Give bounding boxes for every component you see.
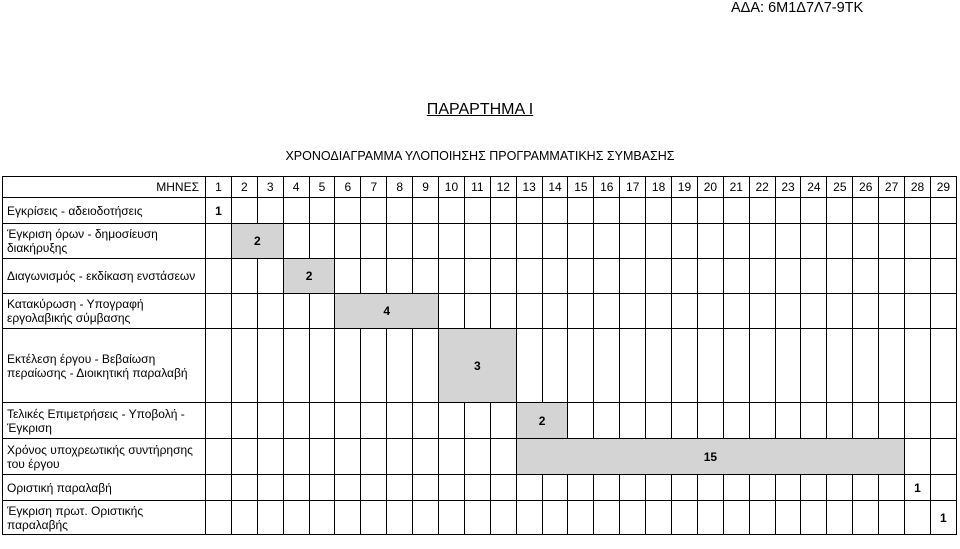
empty-cell [853, 403, 879, 439]
empty-cell [257, 329, 283, 403]
empty-cell [697, 403, 723, 439]
empty-cell [594, 198, 620, 224]
empty-cell [439, 259, 465, 294]
empty-cell [413, 475, 439, 501]
empty-cell [464, 501, 490, 535]
month-number: 15 [568, 177, 594, 198]
month-number: 17 [620, 177, 646, 198]
empty-cell [879, 259, 905, 294]
empty-cell [413, 501, 439, 535]
empty-cell [853, 198, 879, 224]
empty-cell [620, 475, 646, 501]
empty-cell [620, 294, 646, 329]
empty-cell [827, 403, 853, 439]
empty-cell [879, 294, 905, 329]
task-bar: 1 [930, 501, 956, 535]
empty-cell [516, 259, 542, 294]
empty-cell [620, 329, 646, 403]
empty-cell [930, 439, 956, 475]
table-row [3, 294, 957, 329]
empty-cell [257, 259, 283, 294]
task-label: Οριστική παραλαβή [3, 475, 206, 501]
empty-cell [361, 259, 387, 294]
empty-cell [697, 259, 723, 294]
empty-cell [775, 294, 801, 329]
empty-cell [853, 501, 879, 535]
empty-cell [568, 294, 594, 329]
empty-cell [646, 403, 672, 439]
empty-cell [930, 224, 956, 259]
empty-cell [387, 224, 413, 259]
empty-cell [309, 329, 335, 403]
empty-cell [309, 403, 335, 439]
month-number: 10 [439, 177, 465, 198]
empty-cell [620, 501, 646, 535]
empty-cell [646, 329, 672, 403]
empty-cell [413, 198, 439, 224]
empty-cell [387, 501, 413, 535]
empty-cell [516, 501, 542, 535]
empty-cell [231, 475, 257, 501]
empty-cell [801, 475, 827, 501]
month-number: 6 [335, 177, 361, 198]
empty-cell [594, 259, 620, 294]
empty-cell [335, 501, 361, 535]
empty-cell [697, 294, 723, 329]
empty-cell [749, 403, 775, 439]
empty-cell [905, 329, 931, 403]
empty-cell [439, 403, 465, 439]
empty-cell [905, 224, 931, 259]
empty-cell [206, 403, 232, 439]
empty-cell [594, 224, 620, 259]
empty-cell [723, 329, 749, 403]
empty-cell [490, 259, 516, 294]
empty-cell [723, 403, 749, 439]
empty-cell [283, 403, 309, 439]
empty-cell [413, 403, 439, 439]
empty-cell [775, 198, 801, 224]
empty-cell [646, 501, 672, 535]
empty-cell [930, 329, 956, 403]
empty-cell [594, 475, 620, 501]
empty-cell [283, 501, 309, 535]
empty-cell [749, 501, 775, 535]
empty-cell [335, 475, 361, 501]
empty-cell [568, 198, 594, 224]
empty-cell [646, 259, 672, 294]
empty-cell [542, 329, 568, 403]
empty-cell [490, 198, 516, 224]
empty-cell [387, 439, 413, 475]
task-bar: 1 [905, 475, 931, 501]
empty-cell [413, 439, 439, 475]
month-number: 21 [723, 177, 749, 198]
empty-cell [672, 294, 698, 329]
month-number: 12 [490, 177, 516, 198]
task-bar: 1 [206, 198, 232, 224]
empty-cell [516, 294, 542, 329]
empty-cell [930, 475, 956, 501]
empty-cell [283, 198, 309, 224]
empty-cell [542, 259, 568, 294]
empty-cell [697, 198, 723, 224]
empty-cell [464, 294, 490, 329]
empty-cell [594, 403, 620, 439]
empty-cell [464, 475, 490, 501]
empty-cell [257, 198, 283, 224]
empty-cell [879, 224, 905, 259]
empty-cell [672, 501, 698, 535]
table-row [3, 403, 957, 439]
empty-cell [490, 403, 516, 439]
empty-cell [930, 294, 956, 329]
empty-cell [697, 329, 723, 403]
empty-cell [905, 259, 931, 294]
empty-cell [206, 329, 232, 403]
empty-cell [905, 439, 931, 475]
empty-cell [723, 224, 749, 259]
empty-cell [853, 475, 879, 501]
empty-cell [361, 224, 387, 259]
month-number: 9 [413, 177, 439, 198]
task-label: Εκτέλεση έργου - Βεβαίωση περαίωσης - Διοικητική παραλαβή [3, 329, 206, 403]
empty-cell [206, 259, 232, 294]
empty-cell [283, 294, 309, 329]
empty-cell [930, 403, 956, 439]
empty-cell [853, 294, 879, 329]
empty-cell [231, 259, 257, 294]
page-subtitle: ΧΡΟΝΟΔΙΑΓΡΑΜΜΑ ΥΛΟΠΟΙΗΣΗΣ ΠΡΟΓΡΑΜΜΑΤΙΚΗΣ ΣΥΜΒΑΣΗΣ [285, 149, 675, 163]
empty-cell [620, 198, 646, 224]
empty-cell [335, 224, 361, 259]
empty-cell [775, 475, 801, 501]
empty-cell [620, 224, 646, 259]
empty-cell [490, 501, 516, 535]
empty-cell [801, 403, 827, 439]
empty-cell [853, 224, 879, 259]
empty-cell [801, 329, 827, 403]
empty-cell [620, 403, 646, 439]
empty-cell [646, 475, 672, 501]
empty-cell [361, 501, 387, 535]
empty-cell [464, 403, 490, 439]
empty-cell [490, 439, 516, 475]
empty-cell [827, 198, 853, 224]
empty-cell [930, 259, 956, 294]
month-number: 2 [231, 177, 257, 198]
empty-cell [905, 294, 931, 329]
empty-cell [672, 329, 698, 403]
empty-cell [464, 259, 490, 294]
task-label: Εγκρίσεις - αδειοδοτήσεις [3, 198, 206, 224]
task-bar: 15 [516, 439, 904, 475]
empty-cell [361, 403, 387, 439]
empty-cell [283, 439, 309, 475]
empty-cell [568, 329, 594, 403]
empty-cell [723, 198, 749, 224]
empty-cell [206, 475, 232, 501]
empty-cell [672, 403, 698, 439]
empty-cell [361, 329, 387, 403]
empty-cell [257, 501, 283, 535]
task-bar: 2 [231, 224, 283, 259]
empty-cell [413, 329, 439, 403]
empty-cell [827, 259, 853, 294]
task-label: Έγκριση όρων - δημοσίευση διακήρυξης [3, 224, 206, 259]
empty-cell [801, 224, 827, 259]
task-label: Διαγωνισμός - εκδίκαση ενστάσεων [3, 259, 206, 294]
empty-cell [206, 294, 232, 329]
empty-cell [723, 259, 749, 294]
month-number: 20 [697, 177, 723, 198]
empty-cell [516, 224, 542, 259]
empty-cell [646, 224, 672, 259]
empty-cell [257, 439, 283, 475]
empty-cell [801, 294, 827, 329]
empty-cell [387, 329, 413, 403]
empty-cell [827, 501, 853, 535]
empty-cell [387, 259, 413, 294]
empty-cell [516, 329, 542, 403]
empty-cell [464, 439, 490, 475]
empty-cell [568, 403, 594, 439]
empty-cell [490, 475, 516, 501]
month-number: 29 [930, 177, 956, 198]
empty-cell [283, 475, 309, 501]
task-bar: 3 [439, 329, 517, 403]
empty-cell [387, 403, 413, 439]
empty-cell [361, 475, 387, 501]
empty-cell [646, 198, 672, 224]
empty-cell [387, 475, 413, 501]
empty-cell [490, 294, 516, 329]
empty-cell [568, 475, 594, 501]
table-row [3, 329, 957, 403]
empty-cell [439, 294, 465, 329]
task-label: Τελικές Επιμετρήσεις - Υποβολή - Έγκριση [3, 403, 206, 439]
empty-cell [257, 403, 283, 439]
ada-code: ΑΔΑ: 6Μ1Δ7Λ7-9ΤΚ [731, 0, 864, 16]
empty-cell [516, 198, 542, 224]
empty-cell [439, 475, 465, 501]
empty-cell [231, 329, 257, 403]
empty-cell [335, 259, 361, 294]
empty-cell [749, 259, 775, 294]
empty-cell [309, 198, 335, 224]
month-number: 3 [257, 177, 283, 198]
empty-cell [335, 198, 361, 224]
table-row [3, 501, 957, 535]
empty-cell [542, 475, 568, 501]
table-row [3, 475, 957, 501]
empty-cell [206, 439, 232, 475]
empty-cell [827, 475, 853, 501]
empty-cell [309, 439, 335, 475]
task-label: Κατακύρωση - Υπογραφή εργολαβικής σύμβασης [3, 294, 206, 329]
empty-cell [206, 224, 232, 259]
table-row [3, 198, 957, 224]
empty-cell [490, 224, 516, 259]
month-number: 26 [853, 177, 879, 198]
empty-cell [594, 329, 620, 403]
empty-cell [206, 501, 232, 535]
empty-cell [879, 475, 905, 501]
month-number: 22 [749, 177, 775, 198]
empty-cell [723, 294, 749, 329]
empty-cell [697, 224, 723, 259]
empty-cell [439, 501, 465, 535]
empty-cell [879, 329, 905, 403]
empty-cell [309, 224, 335, 259]
task-bar: 2 [516, 403, 568, 439]
empty-cell [439, 224, 465, 259]
empty-cell [853, 329, 879, 403]
empty-cell [413, 259, 439, 294]
empty-cell [879, 198, 905, 224]
empty-cell [672, 224, 698, 259]
empty-cell [335, 439, 361, 475]
empty-cell [594, 294, 620, 329]
empty-cell [775, 501, 801, 535]
empty-cell [775, 259, 801, 294]
month-number: 1 [206, 177, 232, 198]
empty-cell [672, 198, 698, 224]
empty-cell [361, 198, 387, 224]
month-number: 25 [827, 177, 853, 198]
empty-cell [542, 224, 568, 259]
empty-cell [309, 294, 335, 329]
empty-cell [749, 475, 775, 501]
empty-cell [749, 198, 775, 224]
month-number: 8 [387, 177, 413, 198]
month-number: 23 [775, 177, 801, 198]
empty-cell [749, 224, 775, 259]
empty-cell [775, 403, 801, 439]
month-number: 18 [646, 177, 672, 198]
empty-cell [594, 501, 620, 535]
empty-cell [568, 224, 594, 259]
empty-cell [413, 224, 439, 259]
empty-cell [439, 198, 465, 224]
empty-cell [905, 501, 931, 535]
empty-cell [827, 329, 853, 403]
table-row [3, 224, 957, 259]
month-number: 4 [283, 177, 309, 198]
empty-cell [827, 294, 853, 329]
empty-cell [335, 403, 361, 439]
month-number: 28 [905, 177, 931, 198]
task-bar: 2 [283, 259, 335, 294]
month-number: 11 [464, 177, 490, 198]
empty-cell [646, 294, 672, 329]
empty-cell [464, 198, 490, 224]
empty-cell [257, 294, 283, 329]
month-number: 13 [516, 177, 542, 198]
empty-cell [309, 475, 335, 501]
empty-cell [257, 475, 283, 501]
empty-cell [905, 403, 931, 439]
task-label: Έγκριση πρωτ. Οριστικής παραλαβής [3, 501, 206, 535]
empty-cell [283, 224, 309, 259]
empty-cell [335, 329, 361, 403]
empty-cell [568, 259, 594, 294]
empty-cell [697, 501, 723, 535]
empty-cell [387, 198, 413, 224]
empty-cell [231, 198, 257, 224]
empty-cell [672, 475, 698, 501]
empty-cell [439, 439, 465, 475]
task-label: Χρόνος υποχρεωτικής συντήρησης του έργου [3, 439, 206, 475]
page-title: ΠΑΡΑΡΤΗΜΑ Ι [426, 101, 534, 118]
month-number: 14 [542, 177, 568, 198]
empty-cell [231, 403, 257, 439]
empty-cell [801, 501, 827, 535]
empty-cell [620, 259, 646, 294]
empty-cell [542, 501, 568, 535]
month-number: 16 [594, 177, 620, 198]
empty-cell [723, 501, 749, 535]
month-number: 5 [309, 177, 335, 198]
empty-cell [568, 501, 594, 535]
empty-cell [697, 475, 723, 501]
table-row [3, 439, 957, 475]
empty-cell [775, 224, 801, 259]
empty-cell [283, 329, 309, 403]
task-bar: 4 [335, 294, 439, 329]
empty-cell [231, 439, 257, 475]
empty-cell [542, 198, 568, 224]
month-number: 19 [672, 177, 698, 198]
months-label: ΜΗΝΕΣ [3, 177, 206, 198]
month-number: 27 [879, 177, 905, 198]
empty-cell [516, 475, 542, 501]
empty-cell [801, 198, 827, 224]
empty-cell [723, 475, 749, 501]
empty-cell [801, 259, 827, 294]
empty-cell [749, 294, 775, 329]
empty-cell [231, 501, 257, 535]
empty-cell [879, 403, 905, 439]
empty-cell [542, 294, 568, 329]
table-row [3, 259, 957, 294]
empty-cell [905, 198, 931, 224]
empty-cell [930, 198, 956, 224]
gantt-table [2, 176, 957, 535]
empty-cell [231, 294, 257, 329]
empty-cell [464, 224, 490, 259]
empty-cell [775, 329, 801, 403]
empty-cell [749, 329, 775, 403]
empty-cell [361, 439, 387, 475]
empty-cell [827, 224, 853, 259]
months-header-row [3, 177, 957, 198]
month-number: 24 [801, 177, 827, 198]
empty-cell [853, 259, 879, 294]
month-number: 7 [361, 177, 387, 198]
empty-cell [309, 501, 335, 535]
empty-cell [672, 259, 698, 294]
empty-cell [879, 501, 905, 535]
